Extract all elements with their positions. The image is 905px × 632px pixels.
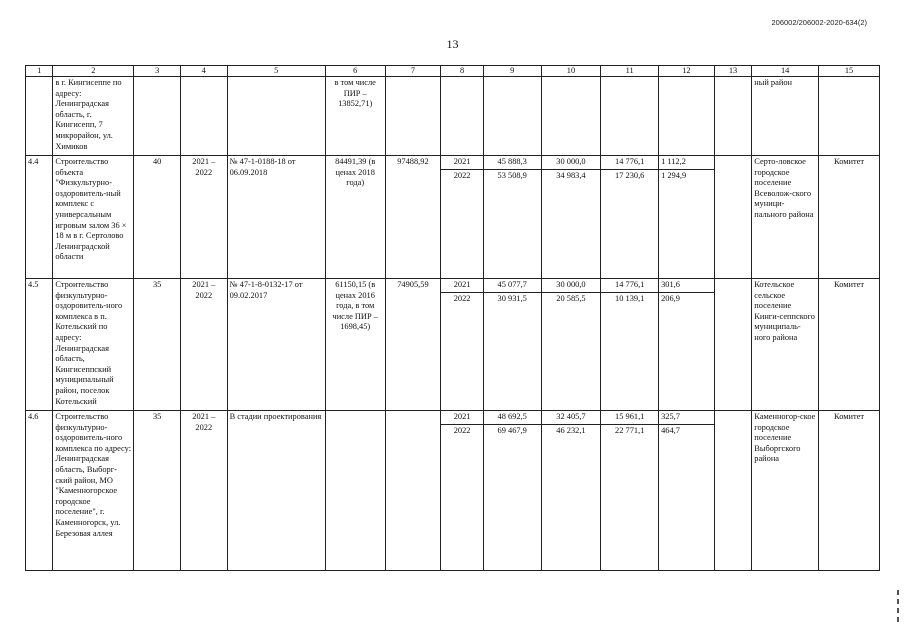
cell-c9 xyxy=(483,77,541,156)
cell-c4: 2021 – 2022 xyxy=(180,279,227,411)
cell-c15: Комитет xyxy=(819,411,880,571)
cell-c13 xyxy=(714,156,751,279)
cell-c15: Комитет xyxy=(819,156,880,279)
column-header: 10 xyxy=(541,66,601,77)
cell-c6 xyxy=(325,411,385,571)
cell-years-value: 2021 xyxy=(453,412,471,421)
column-header: 1 xyxy=(26,66,53,77)
table-row xyxy=(26,77,880,156)
column-header: 7 xyxy=(385,66,441,77)
cell-c12-value: 1 294,9 xyxy=(659,169,714,183)
cell-years xyxy=(441,279,484,411)
cell-c13 xyxy=(714,279,751,411)
cell-c11 xyxy=(601,156,659,279)
cell-c5: № 47-1-0188-18 от 06.09.2018 xyxy=(227,156,325,279)
table-body xyxy=(26,77,880,571)
column-header: 13 xyxy=(714,66,751,77)
cell-c3: 35 xyxy=(134,411,181,571)
cell-c9-value: 45 888,3 xyxy=(497,157,527,166)
cell-c14: ный район xyxy=(752,77,819,156)
column-header: 14 xyxy=(752,66,819,77)
cell-c12-value: 206,9 xyxy=(659,292,714,306)
cell-c4: 2021 – 2022 xyxy=(180,411,227,571)
cell-num: 4.4 xyxy=(26,156,53,279)
investment-table xyxy=(25,65,880,571)
column-header: 5 xyxy=(227,66,325,77)
cell-c11-value: 14 776,1 xyxy=(615,280,645,289)
cell-c9-value: 69 467,9 xyxy=(484,424,541,438)
cell-c3 xyxy=(134,77,181,156)
table-row xyxy=(26,279,880,411)
document-id: 206002/206002-2020-634(2) xyxy=(771,18,867,27)
cell-c11-value: 15 961,1 xyxy=(615,412,645,421)
cell-name: Строительство физкультурно-оздоровитель-ного комплекса в п. Котельский по адресу: Ленинградская область, Кингисеппский муниципальный район, поселок Котельский xyxy=(53,279,134,411)
cell-num: 4.5 xyxy=(26,279,53,411)
cell-c14: Серто-ловское городское поселение Всеволож-ского муници-пального района xyxy=(752,156,819,279)
column-header: 3 xyxy=(134,66,181,77)
cell-c12 xyxy=(659,411,715,571)
column-header: 9 xyxy=(483,66,541,77)
column-header: 15 xyxy=(819,66,880,77)
cell-c11-value: 14 776,1 xyxy=(615,157,645,166)
cell-c14: Каменногор-ское городское поселение Выборгского района xyxy=(752,411,819,571)
cell-c6: 84491,39 (в ценах 2018 года) xyxy=(325,156,385,279)
cell-c6: в том числе ПИР – 13852,71) xyxy=(325,77,385,156)
cell-c7: 74905,59 xyxy=(385,279,441,411)
cell-c10-value: 34 983,4 xyxy=(542,169,601,183)
cell-c12 xyxy=(659,77,715,156)
cell-c9 xyxy=(483,411,541,571)
cell-c10-value: 30 000,0 xyxy=(556,280,586,289)
cell-c9-value: 53 508,9 xyxy=(484,169,541,183)
cell-years xyxy=(441,156,484,279)
cell-c12-value: 1 112,2 xyxy=(661,157,686,166)
cell-c3: 40 xyxy=(134,156,181,279)
cell-c5 xyxy=(227,77,325,156)
cell-c7 xyxy=(385,77,441,156)
column-header: 11 xyxy=(601,66,659,77)
cell-c6: 61150,15 (в ценах 2016 года, в том числе ПИР – 1698,45) xyxy=(325,279,385,411)
cell-c9-value: 48 692,5 xyxy=(497,412,527,421)
cell-years xyxy=(441,411,484,571)
cell-c10-value: 32 405,7 xyxy=(556,412,586,421)
table-row xyxy=(26,156,880,279)
cell-c4 xyxy=(180,77,227,156)
cell-c10 xyxy=(541,411,601,571)
cell-c15: Комитет xyxy=(819,279,880,411)
cell-c11 xyxy=(601,279,659,411)
cell-c12 xyxy=(659,156,715,279)
cell-name: в г. Кингисеппе по адресу: Ленинградская область, г. Кингисепп, 7 микрорайон, ул. Химиков xyxy=(53,77,134,156)
column-header: 6 xyxy=(325,66,385,77)
cell-c12-value: 325,7 xyxy=(661,412,680,421)
cell-c10-value: 20 585,5 xyxy=(542,292,601,306)
cell-c11 xyxy=(601,77,659,156)
cell-c10 xyxy=(541,77,601,156)
column-header: 4 xyxy=(180,66,227,77)
cell-c10 xyxy=(541,279,601,411)
cell-num: 4.6 xyxy=(26,411,53,571)
cell-c9 xyxy=(483,156,541,279)
cell-c11-value: 10 139,1 xyxy=(601,292,658,306)
cell-c10-value: 46 232,1 xyxy=(542,424,601,438)
page-number: 13 xyxy=(446,37,459,51)
cell-num xyxy=(26,77,53,156)
table-row xyxy=(26,411,880,571)
cell-c11-value: 17 230,6 xyxy=(601,169,658,183)
cell-years-value: 2021 xyxy=(453,280,471,289)
column-header: 2 xyxy=(53,66,134,77)
cell-c13 xyxy=(714,77,751,156)
column-header: 8 xyxy=(441,66,484,77)
cell-c13 xyxy=(714,411,751,571)
cell-years-value: 2022 xyxy=(441,424,483,438)
cell-c11-value: 22 771,1 xyxy=(601,424,658,438)
cell-name: Строительство объекта "Физкультурно-оздоровитель-ный комплекс с универсальным игровым залом 36 × 18 м в г. Сертолово Ленинградской области xyxy=(53,156,134,279)
cell-c9 xyxy=(483,279,541,411)
cell-c14: Котельское сельское поселение Кинги-сеппского муниципаль-ного района xyxy=(752,279,819,411)
cell-c10 xyxy=(541,156,601,279)
cell-name: Строительство физкультурно-оздоровитель-ного комплекса по адресу: Ленинградская область, Выборг-ский район, МО "Каменногорское городское поселение", г. Каменногорск, ул. Березовая аллея xyxy=(53,411,134,571)
cell-years-value: 2022 xyxy=(441,292,483,306)
cell-c12-value: 301,6 xyxy=(661,280,680,289)
cell-c12 xyxy=(659,279,715,411)
cell-c9-value: 45 077,7 xyxy=(497,280,527,289)
cell-c15 xyxy=(819,77,880,156)
cell-years-value: 2022 xyxy=(441,169,483,183)
cell-c7 xyxy=(385,411,441,571)
cell-c9-value: 30 931,5 xyxy=(484,292,541,306)
cell-years xyxy=(441,77,484,156)
cell-c12-value: 464,7 xyxy=(659,424,714,438)
cell-c7: 97488,92 xyxy=(385,156,441,279)
header-row xyxy=(26,66,880,77)
cell-c3: 35 xyxy=(134,279,181,411)
cell-c10-value: 30 000,0 xyxy=(556,157,586,166)
margin-mark xyxy=(897,590,901,628)
cell-c11 xyxy=(601,411,659,571)
cell-c5: № 47-1-8-0132-17 от 09.02.2017 xyxy=(227,279,325,411)
column-header: 12 xyxy=(659,66,715,77)
cell-years-value: 2021 xyxy=(453,157,471,166)
cell-c5: В стадии проектирования xyxy=(227,411,325,571)
cell-c4: 2021 – 2022 xyxy=(180,156,227,279)
